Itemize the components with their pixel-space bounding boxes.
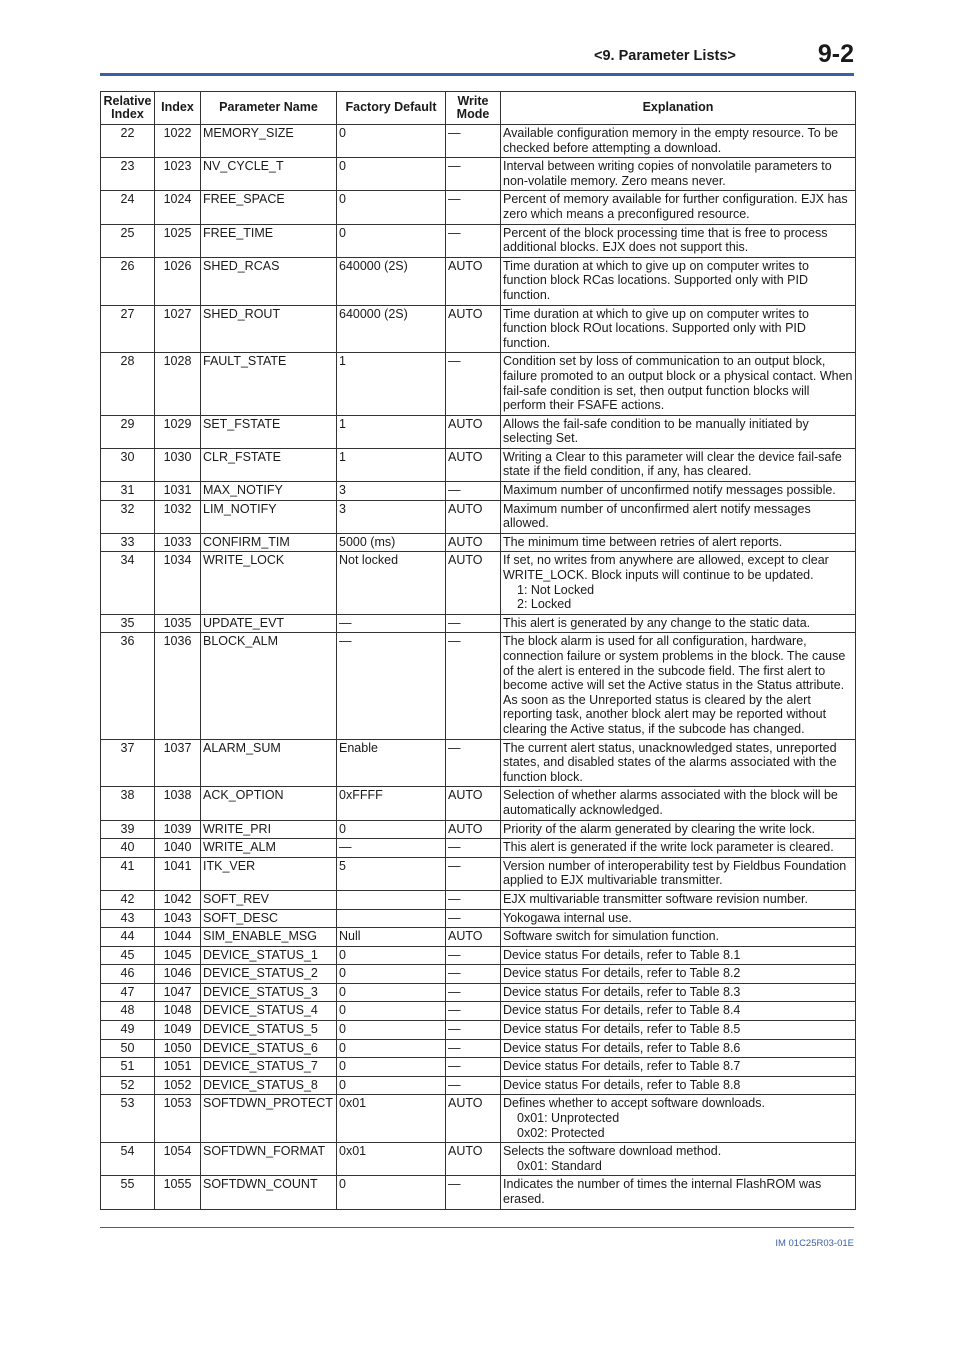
column-header-factory-default: Factory Default [337,92,446,125]
table-row [101,1021,856,1040]
cell-explanation [501,191,856,224]
cell-explanation [501,909,856,928]
cell-write-mode: — [446,614,501,633]
cell-relative-index: 29 [101,415,155,448]
cell-index: 1039 [155,820,201,839]
cell-factory-default: 0 [337,946,446,965]
cell-index: 1036 [155,633,201,739]
column-header-write-mode: Write Mode [446,92,501,125]
cell-relative-index: 36 [101,633,155,739]
cell-factory-default: — [337,633,446,739]
table-row [101,125,856,158]
cell-explanation [501,1095,856,1143]
cell-explanation [501,552,856,614]
cell-relative-index: 45 [101,946,155,965]
cell-parameter-name: ACK_OPTION [201,787,337,820]
cell-explanation [501,448,856,481]
cell-write-mode: AUTO [446,257,501,305]
cell-parameter-name: DEVICE_STATUS_6 [201,1039,337,1058]
explanation-text: Writing a Clear to this parameter will clear the device fail-safe state if the field condition, if any, has cleared. [503,449,842,479]
cell-relative-index: 51 [101,1058,155,1077]
cell-parameter-name: BLOCK_ALM [201,633,337,739]
table-row [101,500,856,533]
explanation-option: 0x01: Standard [517,1158,602,1173]
table-row [101,257,856,305]
explanation-text: Device status For details, refer to Table 8.2 [503,966,741,981]
cell-write-mode: — [446,191,501,224]
cell-relative-index: 41 [101,857,155,890]
cell-factory-default: 0 [337,158,446,191]
cell-index: 1045 [155,946,201,965]
table-row [101,946,856,965]
cell-explanation [501,158,856,191]
cell-write-mode: AUTO [446,500,501,533]
cell-write-mode: — [446,482,501,501]
cell-index: 1038 [155,787,201,820]
cell-index: 1040 [155,839,201,858]
cell-factory-default: 640000 (2S) [337,257,446,305]
explanation-text: Time duration at which to give up on computer writes to function block ROut locations. Supported only with PID function. [503,306,809,350]
cell-index: 1050 [155,1039,201,1058]
cell-relative-index: 25 [101,224,155,257]
explanation-text: The block alarm is used for all configuration, hardware, connection failure or system problems in the block. The cause of the alert is entered in the subcode field. The first alert to become active will set the Active status in the Status attribute. As soon as the Unreported status is cleared by the alert reporting task, another block alert may be reported without clearing the Active status, if the subcode has changed. [503,634,846,736]
cell-index: 1022 [155,125,201,158]
explanation-text: Indicates the number of times the internal FlashROM was erased. [503,1177,822,1206]
cell-relative-index: 48 [101,1002,155,1021]
cell-index: 1044 [155,928,201,947]
cell-write-mode: — [446,946,501,965]
table-row [101,983,856,1002]
cell-factory-default: 3 [337,482,446,501]
cell-write-mode: — [446,224,501,257]
cell-parameter-name: SOFTDWN_PROTECT [201,1095,337,1143]
cell-factory-default: 0 [337,224,446,257]
document-code: IM 01C25R03-01E [775,1238,854,1249]
cell-relative-index: 37 [101,739,155,787]
cell-factory-default [337,890,446,909]
cell-parameter-name: CONFIRM_TIM [201,533,337,552]
table-row [101,533,856,552]
cell-parameter-name: MEMORY_SIZE [201,125,337,158]
cell-relative-index: 52 [101,1076,155,1095]
explanation-text: Maximum number of unconfirmed notify messages possible. [503,483,836,498]
cell-relative-index: 47 [101,983,155,1002]
table-row [101,552,856,614]
cell-index: 1054 [155,1143,201,1176]
cell-relative-index: 42 [101,890,155,909]
cell-index: 1025 [155,224,201,257]
cell-parameter-name: SHED_ROUT [201,305,337,353]
cell-explanation [501,787,856,820]
table-row [101,353,856,415]
cell-index: 1027 [155,305,201,353]
cell-factory-default: 0xFFFF [337,787,446,820]
cell-factory-default: 0x01 [337,1095,446,1143]
cell-explanation [501,633,856,739]
cell-write-mode: AUTO [446,415,501,448]
table-row [101,965,856,984]
explanation-text: Available configuration memory in the empty resource. To be checked before attempting a download. [503,126,839,155]
cell-relative-index: 46 [101,965,155,984]
cell-parameter-name: UPDATE_EVT [201,614,337,633]
cell-index: 1026 [155,257,201,305]
cell-relative-index: 32 [101,500,155,533]
table-row [101,1058,856,1077]
cell-index: 1028 [155,353,201,415]
explanation-text: Interval between writing copies of nonvolatile parameters to non-volatile memory. Zero means never. [503,159,832,188]
header-rule [100,73,854,76]
cell-parameter-name: SOFTDWN_FORMAT [201,1143,337,1176]
explanation-text: Priority of the alarm generated by clearing the write lock. [503,821,815,836]
cell-index: 1032 [155,500,201,533]
cell-write-mode: — [446,890,501,909]
cell-write-mode: — [446,1002,501,1021]
table-row [101,482,856,501]
cell-index: 1035 [155,614,201,633]
cell-relative-index: 54 [101,1143,155,1176]
explanation-text: The minimum time between retries of alert reports. [503,534,783,549]
cell-factory-default: 5000 (ms) [337,533,446,552]
cell-parameter-name: SIM_ENABLE_MSG [201,928,337,947]
cell-factory-default: 0 [337,1076,446,1095]
explanation-text: This alert is generated by any change to the static data. [503,615,811,630]
cell-relative-index: 34 [101,552,155,614]
cell-relative-index: 50 [101,1039,155,1058]
cell-explanation [501,500,856,533]
cell-index: 1041 [155,857,201,890]
explanation-text: Allows the fail-safe condition to be manually initiated by selecting Set. [503,416,809,446]
section-title: <9. Parameter Lists> [594,48,736,64]
cell-write-mode: — [446,839,501,858]
table-row [101,224,856,257]
cell-factory-default: 0 [337,125,446,158]
cell-index: 1055 [155,1176,201,1209]
cell-explanation [501,257,856,305]
cell-index: 1052 [155,1076,201,1095]
cell-relative-index: 23 [101,158,155,191]
cell-parameter-name: DEVICE_STATUS_7 [201,1058,337,1077]
explanation-text: EJX multivariable transmitter software revision number. [503,891,808,906]
cell-relative-index: 22 [101,125,155,158]
cell-factory-default: 640000 (2S) [337,305,446,353]
explanation-text: Software switch for simulation function. [503,929,720,944]
cell-write-mode: AUTO [446,1143,501,1176]
cell-index: 1031 [155,482,201,501]
cell-factory-default: 0 [337,820,446,839]
cell-index: 1034 [155,552,201,614]
cell-explanation [501,305,856,353]
table-row [101,1039,856,1058]
cell-parameter-name: MAX_NOTIFY [201,482,337,501]
cell-factory-default: 5 [337,857,446,890]
column-header-index: Index [155,92,201,125]
cell-relative-index: 43 [101,909,155,928]
cell-factory-default: — [337,839,446,858]
column-header-explanation: Explanation [501,92,856,125]
cell-factory-default: 0 [337,1058,446,1077]
table-row [101,1002,856,1021]
cell-explanation [501,1143,856,1176]
cell-parameter-name: ITK_VER [201,857,337,890]
explanation-text: Time duration at which to give up on computer writes to function block RCas locations. Supported only with PID function. [503,258,809,302]
table-row [101,633,856,739]
cell-index: 1042 [155,890,201,909]
table-row [101,158,856,191]
cell-write-mode: — [446,158,501,191]
table-row [101,1143,856,1176]
table-header-row [101,92,856,125]
cell-parameter-name: NV_CYCLE_T [201,158,337,191]
cell-write-mode: AUTO [446,928,501,947]
cell-write-mode: AUTO [446,787,501,820]
explanation-text: Device status For details, refer to Table 8.4 [503,1003,741,1018]
cell-explanation [501,125,856,158]
cell-explanation [501,353,856,415]
column-header-parameter-name: Parameter Name [201,92,337,125]
cell-factory-default: 0x01 [337,1143,446,1176]
cell-parameter-name: SOFT_DESC [201,909,337,928]
table-row [101,909,856,928]
cell-write-mode: AUTO [446,1095,501,1143]
cell-parameter-name: DEVICE_STATUS_8 [201,1076,337,1095]
cell-explanation [501,1002,856,1021]
cell-parameter-name: FREE_SPACE [201,191,337,224]
table-row [101,614,856,633]
cell-write-mode: — [446,739,501,787]
cell-relative-index: 28 [101,353,155,415]
cell-index: 1053 [155,1095,201,1143]
explanation-text: Maximum number of unconfirmed alert notify messages allowed. [503,501,811,531]
cell-write-mode: — [446,1176,501,1209]
explanation-text: This alert is generated if the write lock parameter is cleared. [503,840,834,855]
cell-factory-default: Null [337,928,446,947]
cell-parameter-name: FREE_TIME [201,224,337,257]
explanation-text: Device status For details, refer to Table 8.6 [503,1040,741,1055]
cell-parameter-name: SET_FSTATE [201,415,337,448]
cell-factory-default: — [337,614,446,633]
table-row [101,448,856,481]
cell-factory-default: 0 [337,1002,446,1021]
explanation-text: Version number of interoperability test by Fieldbus Foundation applied to EJX multivariable transmitter. [503,858,847,888]
cell-index: 1049 [155,1021,201,1040]
cell-relative-index: 24 [101,191,155,224]
cell-index: 1030 [155,448,201,481]
cell-factory-default: 1 [337,415,446,448]
cell-factory-default: 3 [337,500,446,533]
cell-factory-default: 0 [337,1176,446,1209]
cell-factory-default: 1 [337,353,446,415]
cell-explanation [501,224,856,257]
cell-explanation [501,415,856,448]
cell-write-mode: AUTO [446,533,501,552]
cell-write-mode: — [446,125,501,158]
cell-index: 1046 [155,965,201,984]
cell-factory-default: 0 [337,965,446,984]
cell-parameter-name: WRITE_LOCK [201,552,337,614]
table-body [101,125,856,1210]
cell-parameter-name: DEVICE_STATUS_2 [201,965,337,984]
cell-relative-index: 44 [101,928,155,947]
explanation-text: Percent of the block processing time that is free to process additional blocks. EJX does not support this. [503,225,828,255]
explanation-option: 1: Not Locked [517,582,595,597]
cell-write-mode: AUTO [446,552,501,614]
cell-explanation [501,965,856,984]
cell-index: 1033 [155,533,201,552]
parameter-table [100,91,856,1210]
explanation-text: If set, no writes from anywhere are allowed, except to clear WRITE_LOCK. Block inputs will continue to be updated. [503,553,829,583]
cell-relative-index: 26 [101,257,155,305]
cell-explanation [501,857,856,890]
cell-index: 1029 [155,415,201,448]
cell-explanation [501,1058,856,1077]
cell-index: 1051 [155,1058,201,1077]
explanation-text: Defines whether to accept software downloads. [503,1096,765,1111]
table-row [101,739,856,787]
cell-write-mode: — [446,909,501,928]
cell-explanation [501,1039,856,1058]
cell-write-mode: — [446,1021,501,1040]
table-row [101,1176,856,1209]
explanation-text: Percent of memory available for further configuration. EJX has zero which means a preconfigured resource. [503,192,848,221]
cell-relative-index: 55 [101,1176,155,1209]
explanation-text: Device status For details, refer to Table 8.8 [503,1077,741,1092]
page-number: 9-2 [817,40,854,68]
cell-relative-index: 49 [101,1021,155,1040]
explanation-text: Condition set by loss of communication to an output block, failure promoted to an output block or a physical contact. When fail-safe condition is set, then output function blocks will perform their FSAFE actions. [503,354,853,413]
cell-parameter-name: SOFT_REV [201,890,337,909]
cell-relative-index: 39 [101,820,155,839]
cell-write-mode: — [446,1058,501,1077]
cell-relative-index: 40 [101,839,155,858]
column-header-relative-index: Relative Index [101,92,155,125]
table-row [101,1076,856,1095]
cell-factory-default: 0 [337,1021,446,1040]
cell-write-mode: — [446,1076,501,1095]
cell-index: 1048 [155,1002,201,1021]
cell-relative-index: 53 [101,1095,155,1143]
cell-explanation [501,983,856,1002]
cell-parameter-name: SOFTDWN_COUNT [201,1176,337,1209]
table-row [101,415,856,448]
cell-index: 1024 [155,191,201,224]
cell-explanation [501,839,856,858]
cell-factory-default: Enable [337,739,446,787]
cell-parameter-name: SHED_RCAS [201,257,337,305]
explanation-text: The current alert status, unacknowledged states, unreported states, and disabled states of the alarms associated with the function block. [503,740,837,784]
cell-factory-default: 0 [337,1039,446,1058]
cell-index: 1043 [155,909,201,928]
explanation-text: Device status For details, refer to Table 8.7 [503,1059,741,1074]
cell-write-mode: AUTO [446,448,501,481]
cell-relative-index: 31 [101,482,155,501]
cell-explanation [501,928,856,947]
explanation-option: 2: Locked [517,597,572,612]
explanation-option: 0x02: Protected [517,1125,605,1140]
cell-parameter-name: DEVICE_STATUS_4 [201,1002,337,1021]
table-row [101,857,856,890]
cell-parameter-name: ALARM_SUM [201,739,337,787]
explanation-text: Selects the software download method. [503,1144,722,1159]
cell-explanation [501,533,856,552]
cell-explanation [501,1176,856,1209]
table-row [101,305,856,353]
cell-write-mode: AUTO [446,305,501,353]
cell-parameter-name: DEVICE_STATUS_1 [201,946,337,965]
cell-explanation [501,820,856,839]
cell-write-mode: — [446,965,501,984]
explanation-text: Device status For details, refer to Table 8.3 [503,984,741,999]
cell-explanation [501,739,856,787]
cell-relative-index: 33 [101,533,155,552]
table-row [101,839,856,858]
footer-rule [100,1227,854,1228]
cell-parameter-name: CLR_FSTATE [201,448,337,481]
cell-relative-index: 38 [101,787,155,820]
cell-index: 1047 [155,983,201,1002]
explanation-text: Device status For details, refer to Table 8.1 [503,947,741,962]
table-row [101,787,856,820]
cell-parameter-name: DEVICE_STATUS_5 [201,1021,337,1040]
table-row [101,191,856,224]
cell-parameter-name: LIM_NOTIFY [201,500,337,533]
cell-write-mode: AUTO [446,820,501,839]
cell-explanation [501,1021,856,1040]
cell-write-mode: — [446,983,501,1002]
cell-parameter-name: WRITE_PRI [201,820,337,839]
cell-relative-index: 27 [101,305,155,353]
cell-index: 1023 [155,158,201,191]
cell-explanation [501,1076,856,1095]
table-row [101,820,856,839]
cell-write-mode: — [446,353,501,415]
cell-explanation [501,614,856,633]
explanation-option: 0x01: Unprotected [517,1111,620,1126]
table-row [101,928,856,947]
cell-factory-default: 0 [337,191,446,224]
cell-write-mode: — [446,1039,501,1058]
cell-index: 1037 [155,739,201,787]
cell-relative-index: 30 [101,448,155,481]
cell-parameter-name: FAULT_STATE [201,353,337,415]
cell-parameter-name: DEVICE_STATUS_3 [201,983,337,1002]
cell-factory-default [337,909,446,928]
table-row [101,1095,856,1143]
cell-factory-default: 1 [337,448,446,481]
cell-factory-default: Not locked [337,552,446,614]
explanation-text: Device status For details, refer to Table 8.5 [503,1022,741,1037]
table-row [101,890,856,909]
cell-explanation [501,482,856,501]
cell-explanation [501,946,856,965]
cell-parameter-name: WRITE_ALM [201,839,337,858]
explanation-text: Yokogawa internal use. [503,910,632,925]
cell-write-mode: — [446,857,501,890]
cell-factory-default: 0 [337,983,446,1002]
cell-relative-index: 35 [101,614,155,633]
cell-write-mode: — [446,633,501,739]
cell-explanation [501,890,856,909]
explanation-text: Selection of whether alarms associated with the block will be automatically acknowledged. [503,788,838,817]
